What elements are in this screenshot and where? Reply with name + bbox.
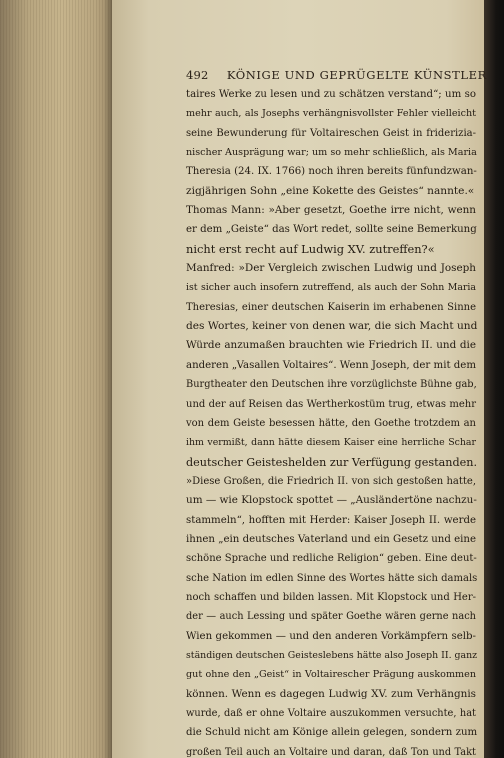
text-line: zigjährigen Sohn „eine Kokette des Geistes“ nannte.«: [186, 184, 475, 197]
text-line: »Diese Großen, die Friedrich II. von sich gestoßen hatte,: [186, 475, 476, 487]
text-line: nischer Ausprägung war; um so mehr schließlich, als Maria: [186, 147, 477, 159]
text-line: sche Nation im edlen Sinne des Wortes hätte sich damals: [186, 572, 478, 584]
text-line: Burgtheater den Deutschen ihre vorzüglichste Bühne gab,: [186, 379, 477, 391]
text-line: Wien gekommen — und den anderen Vorkämpfern selb-: [186, 630, 476, 642]
text-line: schöne Sprache und redliche Religion“ geben. Eine deut-: [186, 553, 477, 565]
running-header: [186, 68, 487, 82]
text-line: des Wortes, keiner von denen war, die sich Macht und: [186, 320, 478, 333]
text-line: können. Wenn es dagegen Ludwig XV. zum Verhängnis: [186, 687, 476, 700]
text-line: ihm vermißt, dann hätte diesem Kaiser eine herrliche Schar: [186, 437, 476, 449]
text-line: er dem „Geiste“ das Wort redet, sollte seine Bemerkung: [186, 224, 477, 236]
text-line: seine Bewunderung für Voltaireschen Geist in friderizia-: [186, 127, 476, 139]
text-line: Thomas Mann: »Aber gesetzt, Goethe irre nicht, wenn: [186, 204, 476, 217]
text-line: anderen „Vasallen Voltaires“. Wenn Joseph, der mit dem: [186, 359, 476, 371]
text-line: ist sicher auch insofern zutreffend, als auch der Sohn Maria: [186, 282, 476, 294]
text-line: die Schuld nicht am Könige allein gelegen, sondern zum: [186, 727, 478, 739]
text-line: mehr auch, als Josephs verhängnisvollster Fehler vielleicht: [186, 108, 476, 120]
text-line: Manfred: »Der Vergleich zwischen Ludwig und Joseph: [186, 262, 476, 275]
text-line: stammeln“, hofften mit Herder: Kaiser Joseph II. werde: [186, 514, 476, 526]
text-line: ständigen deutschen Geisteslebens hätte also Joseph II. ganz: [186, 649, 478, 661]
text-line: von dem Geiste besessen hätte, den Goethe trotzdem an: [186, 417, 476, 429]
body-text: [186, 85, 476, 758]
text-line: ihnen „ein deutsches Vaterland und ein Gesetz und eine: [186, 533, 476, 545]
text-line: nicht erst recht auf Ludwig XV. zutreffen?«: [186, 241, 435, 256]
page-number: 492: [186, 68, 209, 82]
text-line: Würde anzumaßen brauchten wie Friedrich II. und die: [186, 339, 476, 352]
text-line: noch schaffen und bilden lassen. Mit Klopstock und Her-: [186, 591, 476, 603]
page-block-edges: [0, 0, 112, 758]
text-line: großen Teil auch an Voltaire und daran, daß Ton und Takt: [186, 746, 476, 758]
running-title: KÖNIGE UND GEPRÜGELTE KÜNSTLER: [226, 68, 487, 82]
text-line: deutscher Geisteshelden zur Verfügung gestanden.: [186, 455, 477, 469]
text-line: und der auf Reisen das Wertherkostüm trug, etwas mehr: [186, 398, 476, 410]
spine-shadow: [484, 0, 504, 758]
text-line: Theresias, einer deutschen Kaiserin im erhabenen Sinne: [186, 301, 476, 313]
text-line: der — auch Lessing und später Goethe wären gerne nach: [186, 611, 476, 623]
text-line: gut ohne den „Geist“ in Voltairescher Prägung auskommen: [186, 669, 476, 681]
text-line: wurde, daß er ohne Voltaire auszukommen versuchte, hat: [186, 708, 476, 719]
text-line: Theresia (24. IX. 1766) noch ihren bereits fünfundzwan-: [186, 166, 477, 178]
text-line: um — wie Klopstock spottet — „Ausländertöne nachzu-: [186, 494, 477, 507]
text-line: taires Werke zu lesen und zu schätzen verstand“; um so: [186, 89, 476, 100]
